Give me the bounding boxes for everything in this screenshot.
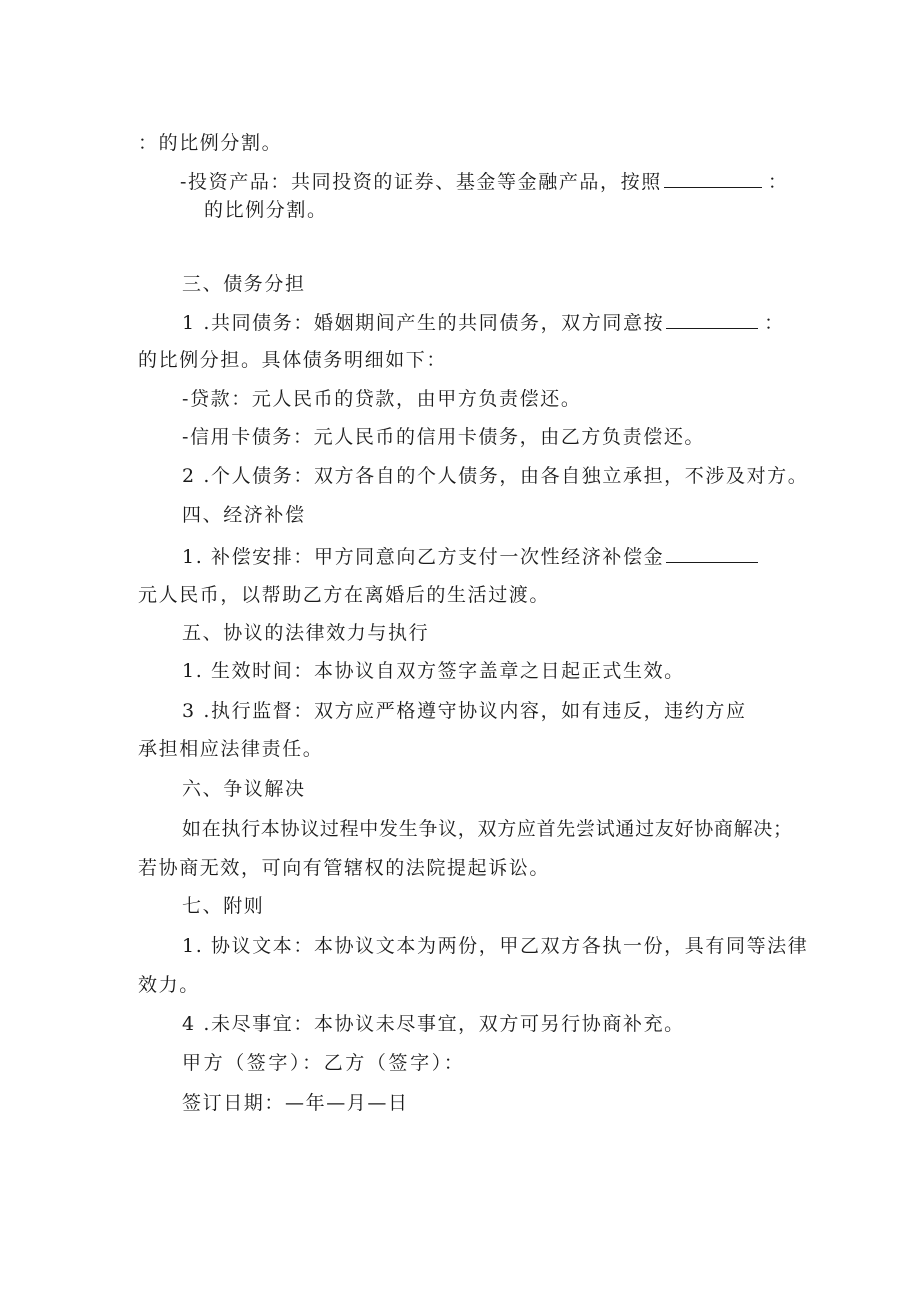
- joint-debt-tail: 的比例分担。具体债务明细如下：: [138, 349, 448, 371]
- execution-supervision-line-2: 承担相应法律责任。: [138, 738, 324, 760]
- credit-card-item: -信用卡债务：元人民币的信用卡债务，由乙方负责偿还。: [182, 426, 706, 448]
- unresolved-matters-item: 4 .未尽事宜：本协议未尽事宜，双方可另行协商补充。: [182, 1013, 685, 1035]
- investment-products-line: [180, 170, 788, 194]
- investment-products-tail: 的比例分割。: [204, 199, 328, 221]
- joint-debt-ratio-blank: [666, 312, 758, 329]
- loan-item: -贷款：元人民币的贷款，由甲方负责偿还。: [182, 388, 582, 410]
- dispute-line-2: 若协商无效，可向有管辖权的法院提起诉讼。: [138, 857, 551, 879]
- compensation-line: [182, 545, 764, 569]
- joint-debt-ratio-colon: ：: [764, 312, 785, 334]
- joint-debt-text: 1 .共同债务：婚姻期间产生的共同债务，双方同意按: [182, 312, 665, 334]
- ratio-split-tail: ：的比例分割。: [138, 132, 283, 154]
- signature-parties: 甲方（签字）：乙方（签字）：: [182, 1052, 466, 1074]
- investment-ratio-colon: ：: [767, 171, 789, 193]
- compensation-text: 1. 补偿安排：甲方同意向乙方支付一次性经济补偿金: [182, 546, 665, 568]
- compensation-amount-blank: [666, 546, 758, 563]
- section-3-heading: 三、债务分担: [182, 273, 306, 295]
- agreement-text-line-1: 1. 协议文本：本协议文本为两份，甲乙双方各执一份，具有同等法律: [182, 935, 809, 957]
- effective-time-item: 1. 生效时间：本协议自双方签字盖章之日起正式生效。: [182, 660, 685, 682]
- section-5-heading: 五、协议的法律效力与执行: [182, 622, 430, 644]
- agreement-text-line-2: 效力。: [138, 974, 200, 996]
- execution-supervision-line-1: 3 .执行监督：双方应严格遵守协议内容，如有违反，违约方应: [182, 700, 747, 722]
- compensation-tail: 元人民币，以帮助乙方在离婚后的生活过渡。: [138, 584, 551, 606]
- section-7-heading: 七、附则: [182, 895, 265, 917]
- signing-date: 签订日期：—年—月—日: [182, 1092, 409, 1114]
- dispute-line-1: 如在执行本协议过程中发生争议，双方应首先尝试通过友好协商解决；: [182, 818, 793, 840]
- section-6-heading: 六、争议解决: [182, 778, 306, 800]
- investment-ratio-blank: [664, 171, 762, 188]
- investment-products-text: -投资产品：共同投资的证券、基金等金融产品，按照: [180, 171, 662, 193]
- personal-debt-item: 2 .个人债务：双方各自的个人债务，由各自独立承担，不涉及对方。: [182, 465, 809, 487]
- joint-debt-line: [182, 311, 785, 335]
- section-4-heading: 四、经济补偿: [182, 504, 306, 526]
